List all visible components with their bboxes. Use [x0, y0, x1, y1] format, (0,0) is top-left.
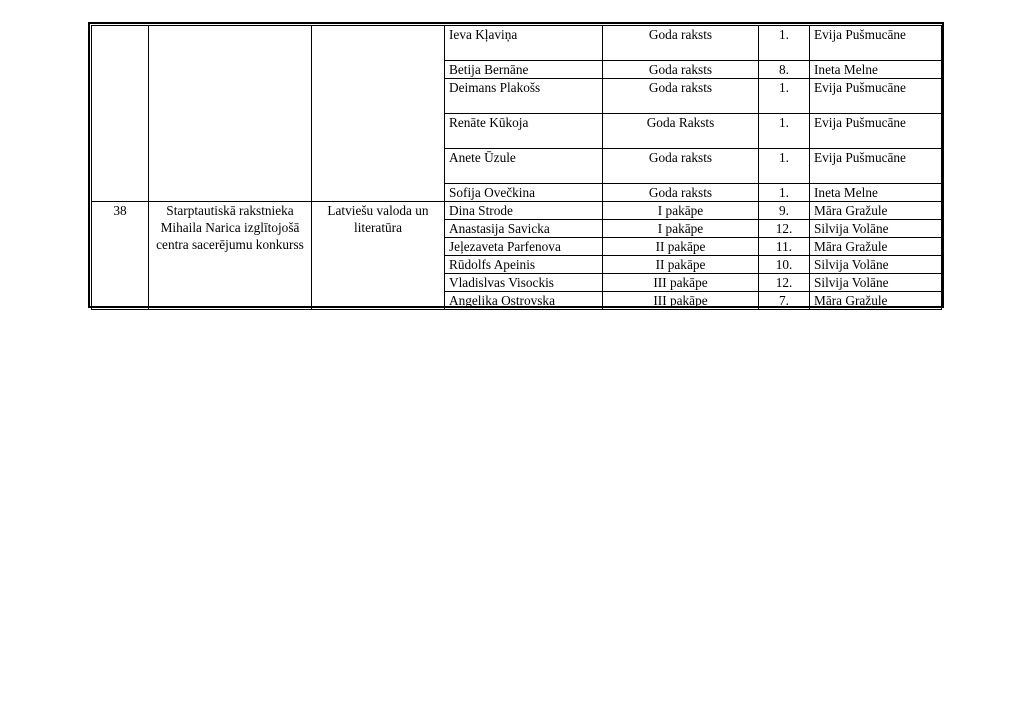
grade-cell: 1.: [759, 184, 810, 202]
competition-cell: Starptautiskā rakstnieka Mihaila Narica izglītojošā centra sacerējumu konkurss: [149, 202, 312, 310]
subject-cell: Latviešu valoda un literatūra: [312, 202, 445, 310]
student-name-cell: Sofija Ovečkina: [445, 184, 603, 202]
grade-cell: 12.: [759, 274, 810, 292]
teacher-cell: Māra Gražule: [810, 292, 942, 310]
award-cell: Goda Raksts: [603, 114, 759, 149]
teacher-cell: Silvija Volāne: [810, 220, 942, 238]
student-name-cell: Rūdolfs Apeinis: [445, 256, 603, 274]
grade-cell: 1.: [759, 149, 810, 184]
grade-cell: 12.: [759, 220, 810, 238]
table-row: [92, 26, 942, 61]
student-name-cell: Renāte Kūkoja: [445, 114, 603, 149]
grade-cell: 11.: [759, 238, 810, 256]
student-name-cell: Anete Ūzule: [445, 149, 603, 184]
student-name-cell: Dina Strode: [445, 202, 603, 220]
teacher-cell: Evija Pušmucāne: [810, 149, 942, 184]
grade-cell: 1.: [759, 79, 810, 114]
teacher-cell: Ineta Melne: [810, 184, 942, 202]
entry-number-cell: 38: [92, 202, 149, 310]
teacher-cell: Māra Gražule: [810, 202, 942, 220]
award-cell: Goda raksts: [603, 26, 759, 61]
award-cell: I pakāpe: [603, 202, 759, 220]
grade-cell: 8.: [759, 61, 810, 79]
teacher-cell: Evija Pušmucāne: [810, 114, 942, 149]
table-row: [92, 202, 942, 220]
student-name-cell: Angelika Ostrovska: [445, 292, 603, 310]
award-cell: III pakāpe: [603, 274, 759, 292]
teacher-cell: Silvija Volāne: [810, 274, 942, 292]
grade-cell: 1.: [759, 114, 810, 149]
student-name-cell: Ieva Kļaviņa: [445, 26, 603, 61]
grade-cell: 7.: [759, 292, 810, 310]
student-name-cell: Vladislvas Visockis: [445, 274, 603, 292]
student-name-cell: Betija Bernāne: [445, 61, 603, 79]
award-cell: Goda raksts: [603, 184, 759, 202]
award-cell: Goda raksts: [603, 149, 759, 184]
student-name-cell: Jeļezaveta Parfenova: [445, 238, 603, 256]
grade-cell: 1.: [759, 26, 810, 61]
award-cell: II pakāpe: [603, 238, 759, 256]
grade-cell: 9.: [759, 202, 810, 220]
teacher-cell: Māra Gražule: [810, 238, 942, 256]
competition-cell: [149, 26, 312, 202]
student-name-cell: Anastasija Savicka: [445, 220, 603, 238]
award-cell: III pakāpe: [603, 292, 759, 310]
teacher-cell: Evija Pušmucāne: [810, 79, 942, 114]
entry-number-cell: [92, 26, 149, 202]
subject-cell: [312, 26, 445, 202]
grade-cell: 10.: [759, 256, 810, 274]
student-name-cell: Deimans Plakošs: [445, 79, 603, 114]
award-cell: Goda raksts: [603, 79, 759, 114]
results-table: [91, 25, 942, 310]
teacher-cell: Evija Pušmucāne: [810, 26, 942, 61]
award-cell: II pakāpe: [603, 256, 759, 274]
teacher-cell: Silvija Volāne: [810, 256, 942, 274]
teacher-cell: Ineta Melne: [810, 61, 942, 79]
award-cell: I pakāpe: [603, 220, 759, 238]
award-cell: Goda raksts: [603, 61, 759, 79]
